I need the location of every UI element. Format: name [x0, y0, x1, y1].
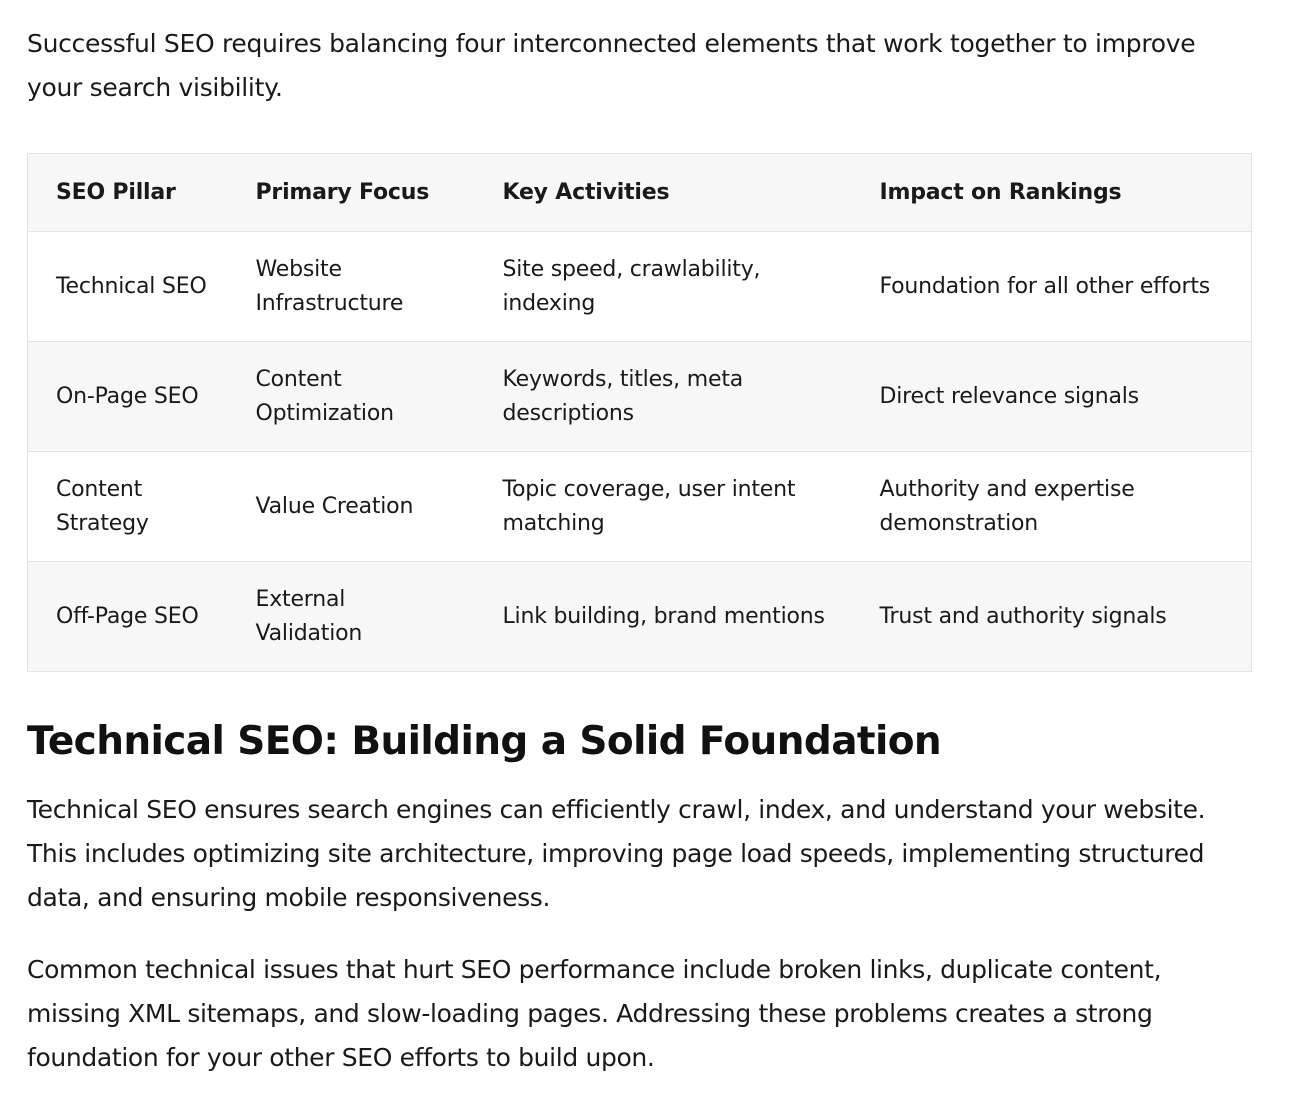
- table-cell-pillar: Technical SEO: [28, 232, 228, 342]
- intro-paragraph: Successful SEO requires balancing four interconnected elements that work together to improve your search visibility.: [27, 29, 1196, 102]
- seo-pillars-table-container: [27, 153, 1251, 672]
- table-header: [28, 154, 1252, 232]
- table-cell-impact: Direct relevance signals: [852, 342, 1252, 452]
- table-cell-focus: External Validation: [228, 562, 475, 672]
- table-row: [28, 342, 1252, 452]
- table-cell-pillar: Content Strategy: [28, 452, 228, 562]
- table-cell-focus: Content Optimization: [228, 342, 475, 452]
- table-row: [28, 452, 1252, 562]
- table-cell-activities: Keywords, titles, meta descriptions: [475, 342, 852, 452]
- table-cell-focus: Value Creation: [228, 452, 475, 562]
- seo-pillars-table: [27, 153, 1252, 672]
- column-header-primary-focus: Primary Focus: [228, 154, 475, 232]
- section-paragraph-2: Common technical issues that hurt SEO performance include broken links, duplicate content, missing XML sitemaps, and slow-loading pages. Addressing these problems creates a strong foundation for your other SEO efforts to build upon.: [27, 955, 1162, 1072]
- table-cell-impact: Foundation for all other efforts: [852, 232, 1252, 342]
- section-heading: Technical SEO: Building a Solid Foundation: [27, 719, 942, 764]
- table-cell-pillar: Off-Page SEO: [28, 562, 228, 672]
- table-cell-impact: Authority and expertise demonstration: [852, 452, 1252, 562]
- table-cell-impact: Trust and authority signals: [852, 562, 1252, 672]
- table-cell-focus: Website Infrastructure: [228, 232, 475, 342]
- table-header-row: [28, 154, 1252, 232]
- table-body: [28, 232, 1252, 672]
- table-cell-activities: Link building, brand mentions: [475, 562, 852, 672]
- table-cell-activities: Topic coverage, user intent matching: [475, 452, 852, 562]
- table-row: [28, 562, 1252, 672]
- table-cell-pillar: On-Page SEO: [28, 342, 228, 452]
- column-header-impact-on-rankings: Impact on Rankings: [852, 154, 1252, 232]
- section-paragraph-1: Technical SEO ensures search engines can efficiently crawl, index, and understand your website. This includes optimizing site architecture, improving page load speeds, implementing structured data, and ensuring mobile responsiveness.: [27, 795, 1206, 912]
- table-cell-activities: Site speed, crawlability, indexing: [475, 232, 852, 342]
- table-row: [28, 232, 1252, 342]
- column-header-key-activities: Key Activities: [475, 154, 852, 232]
- column-header-seo-pillar: SEO Pillar: [28, 154, 228, 232]
